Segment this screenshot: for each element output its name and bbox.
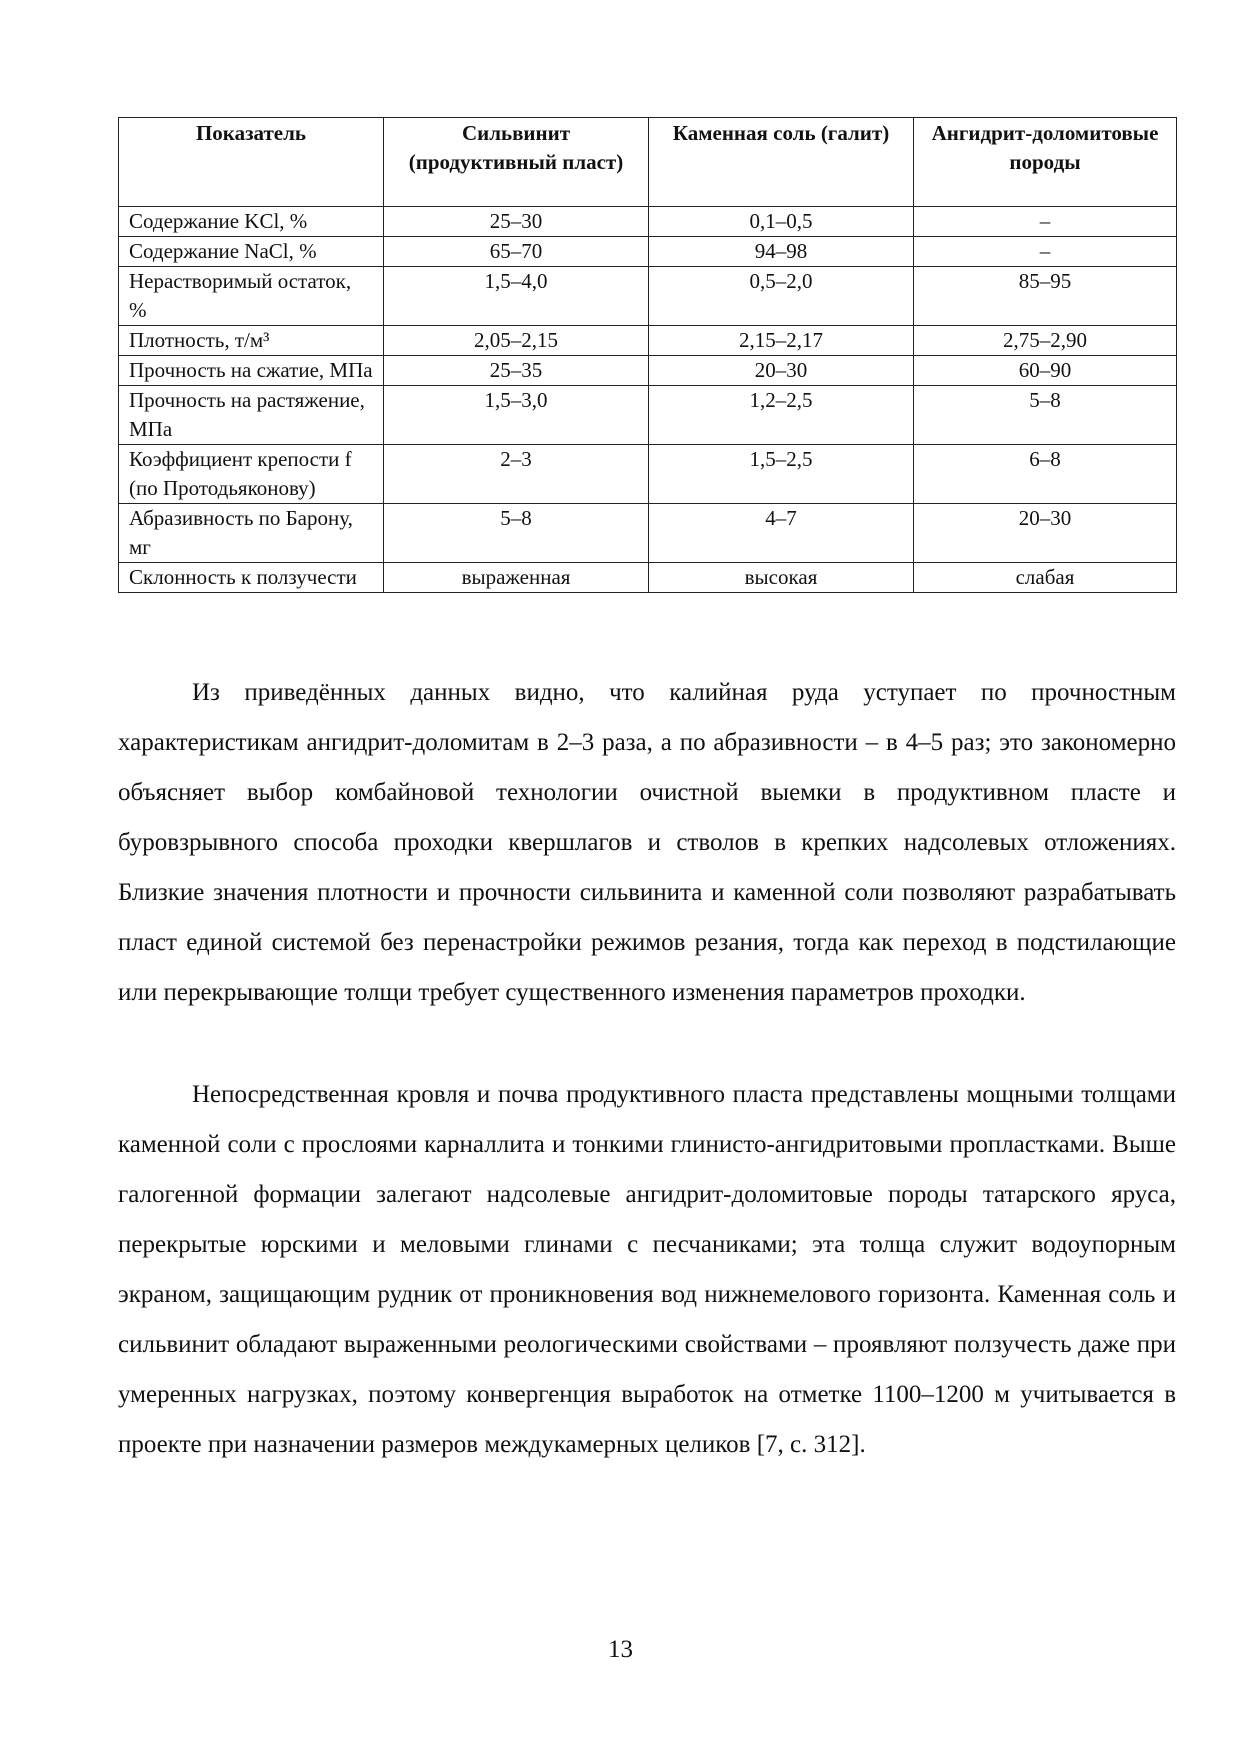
table-row xyxy=(119,207,1177,237)
cell-value: слабая xyxy=(914,563,1177,593)
cell-value: 20–30 xyxy=(914,504,1177,563)
header-anhydrite-dolomite: Ангидрит-доломитовые породы xyxy=(914,118,1177,207)
cell-value: выраженная xyxy=(384,563,649,593)
cell-value: 2,75–2,90 xyxy=(914,326,1177,356)
cell-value: 25–35 xyxy=(384,356,649,386)
cell-value: 0,5–2,0 xyxy=(649,267,914,326)
row-label: Абразивность по Барону, мг xyxy=(119,504,384,563)
cell-value: 6–8 xyxy=(914,445,1177,504)
table-row xyxy=(119,267,1177,326)
cell-value: 94–98 xyxy=(649,237,914,267)
cell-value: 2,15–2,17 xyxy=(649,326,914,356)
body-paragraph-1-block xyxy=(118,668,1176,1018)
cell-value: 4–7 xyxy=(649,504,914,563)
table-header-row xyxy=(119,118,1177,207)
rock-properties-table xyxy=(118,117,1177,593)
cell-value: 65–70 xyxy=(384,237,649,267)
table-row xyxy=(119,237,1177,267)
table-row xyxy=(119,563,1177,593)
row-label: Коэффициент крепости f (по Протодьяконову) xyxy=(119,445,384,504)
cell-value: 85–95 xyxy=(914,267,1177,326)
table-row xyxy=(119,504,1177,563)
cell-value: 1,5–2,5 xyxy=(649,445,914,504)
cell-value: 20–30 xyxy=(649,356,914,386)
cell-value: высокая xyxy=(649,563,914,593)
row-label: Прочность на растяжение, МПа xyxy=(119,386,384,445)
row-label: Содержание KCl, % xyxy=(119,207,384,237)
row-label: Нерастворимый остаток, % xyxy=(119,267,384,326)
body-paragraph-2-block xyxy=(118,1070,1176,1470)
header-indicator: Показатель xyxy=(119,118,384,207)
cell-value: 60–90 xyxy=(914,356,1177,386)
cell-value: 2–3 xyxy=(384,445,649,504)
table-row xyxy=(119,356,1177,386)
table-row xyxy=(119,386,1177,445)
cell-value: 1,2–2,5 xyxy=(649,386,914,445)
cell-value: 25–30 xyxy=(384,207,649,237)
page-number: 13 xyxy=(608,1636,633,1663)
row-label: Склонность к ползучести xyxy=(119,563,384,593)
cell-value: 0,1–0,5 xyxy=(649,207,914,237)
table-row xyxy=(119,326,1177,356)
cell-value: – xyxy=(914,237,1177,267)
body-paragraph: Из приведённых данных видно, что калийная руда уступает по прочностным характеристикам ангидрит-доломитам в 2–3 раза, а по абразивности – в 4–5 раз; это закономерно объясняет выбор комбайновой технологии очистной выемки в продуктивном пласте и буровзрывного способа проходки квершлагов и стволов в крепких надсолевых отложениях. Близкие значения плотности и прочности сильвинита и каменной соли позволяют разрабатывать пласт единой системой без перенастройки режимов резания, тогда как переход в подстилающие или перекрывающие толщи требует существенного изменения параметров проходки. xyxy=(118,679,1176,1006)
row-label: Прочность на сжатие, МПа xyxy=(119,356,384,386)
cell-value: 1,5–3,0 xyxy=(384,386,649,445)
cell-value: – xyxy=(914,207,1177,237)
cell-value: 2,05–2,15 xyxy=(384,326,649,356)
body-paragraph: Непосредственная кровля и почва продуктивного пласта представлены мощными толщами каменной соли с прослоями карналлита и тонкими глинисто-ангидритовыми пропластками. Выше галогенной формации залегают надсолевые ангидрит-доломитовые породы татарского яруса, перекрытые юрскими и меловыми глинами с песчаниками; эта толща служит водоупорным экраном, защищающим рудник от проникновения вод нижнемелового горизонта. Каменная соль и сильвинит обладают выраженными реологическими свойствами – проявляют ползучесть даже при умеренных нагрузках, поэтому конвергенция выработок на отметке 1100–1200 м учитывается в проекте при назначении размеров междукамерных целиков [7, с. 312]. xyxy=(118,1081,1176,1458)
header-sylvinite: Сильвинит (продуктивный пласт) xyxy=(384,118,649,207)
table-row xyxy=(119,445,1177,504)
cell-value: 5–8 xyxy=(914,386,1177,445)
header-rock-salt: Каменная соль (галит) xyxy=(649,118,914,207)
row-label: Плотность, т/м³ xyxy=(119,326,384,356)
row-label: Содержание NaCl, % xyxy=(119,237,384,267)
cell-value: 5–8 xyxy=(384,504,649,563)
cell-value: 1,5–4,0 xyxy=(384,267,649,326)
